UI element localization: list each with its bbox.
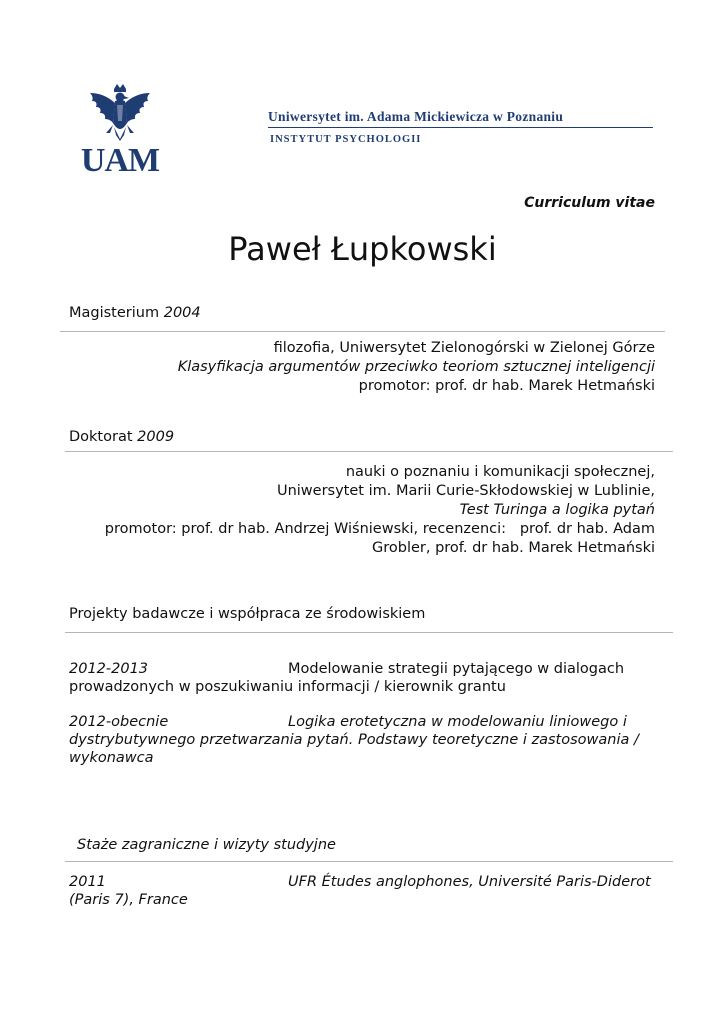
project-period: 2012-2013 (69, 661, 149, 677)
doktorat-heading (69, 429, 174, 445)
project-item (69, 713, 659, 767)
internship-item (69, 873, 659, 909)
project-role: wykonawca (69, 750, 154, 766)
projects-heading: Projekty badawcze i współpraca ze środowiskiem (69, 606, 426, 622)
section-divider (60, 331, 665, 332)
doktorat-university: Uniwersytet im. Marii Curie-Skłodowskiej w Lublinie, (276, 483, 655, 499)
internship-place-continued: (Paris 7), France (69, 892, 188, 908)
section-divider (65, 451, 673, 452)
magisterium-heading (69, 305, 201, 321)
doktorat-supervisor-line2: Grobler, prof. dr hab. Marek Hetmański (372, 540, 655, 556)
project-item (69, 660, 659, 696)
project-title: Modelowanie strategii pytającego w dialogach (288, 661, 625, 677)
internship-place: UFR Études anglophones, Université Paris-Diderot (288, 874, 651, 890)
logo-text: UAM (80, 142, 160, 179)
person-name: Paweł Łupkowski (228, 230, 497, 268)
internships-heading-text: Staże zagraniczne i wizyty studyjne (77, 837, 336, 853)
internships-heading (77, 837, 336, 853)
project-title-continued: prowadzonych w poszukiwaniu informacji / kierownik grantu (69, 679, 506, 695)
university-logo (80, 83, 160, 183)
project-period: 2012-obecnie (69, 714, 169, 730)
section-divider (65, 861, 673, 862)
doktorat-label: Doktorat (69, 429, 133, 445)
cv-label: Curriculum vitae (524, 195, 655, 211)
doktorat-thesis: Test Turinga a logika pytań (459, 502, 655, 518)
magisterium-supervisor: promotor: prof. dr hab. Marek Hetmański (358, 378, 655, 394)
doktorat-supervisor-line1: promotor: prof. dr hab. Andrzej Wiśniewski, recenzenci: prof. dr hab. Adam (104, 521, 655, 537)
internship-year: 2011 (69, 874, 106, 890)
magisterium-label: Magisterium (69, 305, 160, 321)
project-title-continued: dystrybutywnego przetwarzania pytań. Podstawy teoretyczne i zastosowania / (69, 732, 639, 748)
magisterium-field: filozofia, Uniwersytet Zielonogórski w Zielonej Górze (273, 340, 655, 356)
institute-name: INSTYTUT PSYCHOLOGII (270, 134, 422, 145)
doktorat-field: nauki o poznaniu i komunikacji społecznej, (345, 464, 655, 480)
magisterium-thesis: Klasyfikacja argumentów przeciwko teoriom sztucznej inteligencji (177, 359, 655, 375)
magisterium-year: 2004 (163, 305, 201, 321)
magisterium-details (178, 339, 655, 396)
doktorat-details (105, 463, 655, 558)
university-name: Uniwersytet im. Adama Mickiewicza w Poznaniu (268, 109, 564, 124)
section-divider (65, 632, 673, 633)
doktorat-year: 2009 (137, 429, 175, 445)
project-title: Logika erotetyczna w modelowaniu liniowego i (288, 714, 627, 730)
header-divider (268, 127, 653, 128)
